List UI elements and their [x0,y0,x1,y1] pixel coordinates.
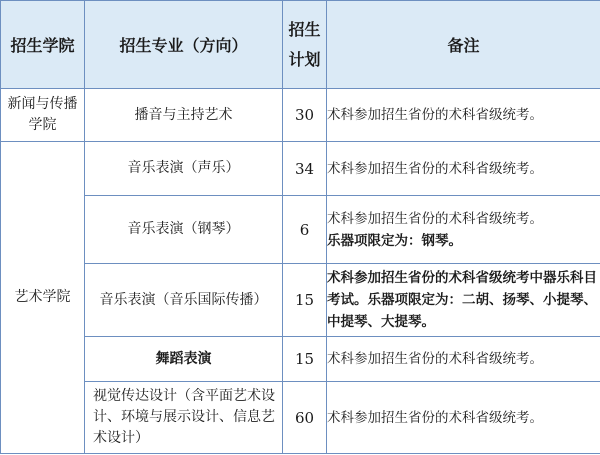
header-note: 备注 [327,1,600,89]
table-row [1,196,600,264]
major-cell: 舞蹈表演 [85,337,283,382]
header-major: 招生专业（方向） [85,1,283,89]
header-quota-line2: 计划 [288,49,321,69]
quota-cell: 30 [283,89,327,142]
table-row [1,264,600,337]
college-cell: 艺术学院 [1,142,85,454]
major-cell: 播音与主持艺术 [85,89,283,142]
major-cell: 音乐表演（音乐国际传播） [85,264,283,337]
note-line-emphasis: 乐器项限定为：钢琴。 [327,232,462,249]
quota-cell: 15 [283,264,327,337]
table-row [1,382,600,454]
major-cell: 视觉传达设计（含平面艺术设计、环境与展示设计、信息艺术设计） [85,382,283,454]
quota-cell: 6 [283,196,327,264]
note-cell: 术科参加招生省份的术科省级统考中器乐科目考试。乐器项限定为：二胡、扬琴、小提琴、中提琴、大提琴。 [327,264,600,337]
major-cell: 音乐表演（声乐） [85,142,283,196]
header-quota-line1: 招生 [288,19,321,39]
header-college: 招生学院 [1,1,85,89]
quota-cell: 34 [283,142,327,196]
table-row [1,142,600,196]
header-row [1,1,600,89]
quota-cell: 15 [283,337,327,382]
note-cell: 术科参加招生省份的术科省级统考。 [327,142,600,196]
note-cell: 术科参加招生省份的术科省级统考。 [327,89,600,142]
table-row [1,89,600,142]
major-cell: 音乐表演（钢琴） [85,196,283,264]
note-cell: 术科参加招生省份的术科省级统考。 [327,337,600,382]
note-cell: 术科参加招生省份的术科省级统考。 [327,382,600,454]
college-cell: 新闻与传播学院 [1,89,85,142]
table-row [1,337,600,382]
header-quota [283,1,327,89]
note-line: 术科参加招生省份的术科省级统考。 [327,210,543,227]
quota-cell: 60 [283,382,327,454]
note-cell [327,196,600,264]
